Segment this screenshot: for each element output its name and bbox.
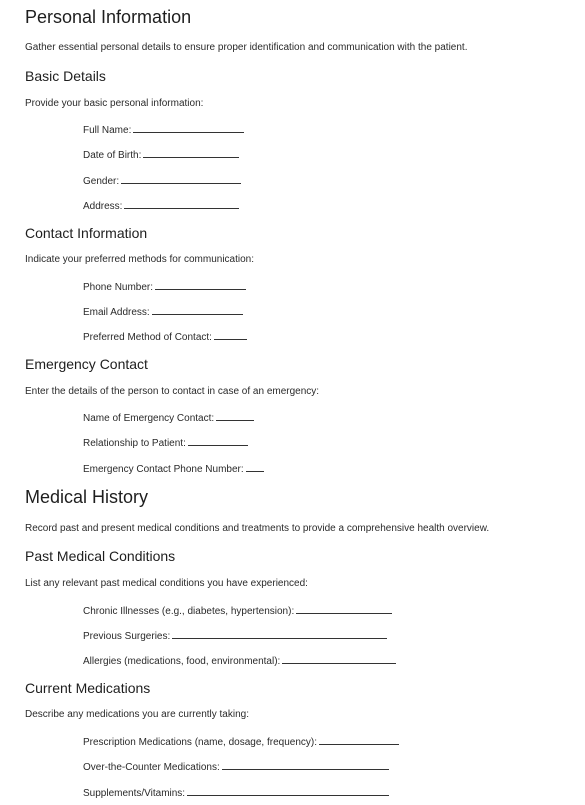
subsection-heading-basic-details: Basic Details bbox=[25, 68, 106, 84]
field-relationship-to-patient bbox=[83, 436, 248, 449]
field-chronic-illnesses bbox=[83, 604, 392, 617]
section-title-medical-history: Medical History bbox=[25, 487, 149, 507]
field-preferred-contact-method bbox=[83, 330, 247, 343]
fill-in-blank[interactable] bbox=[296, 604, 392, 614]
field-otc-medications bbox=[83, 760, 389, 773]
fill-in-blank[interactable] bbox=[143, 148, 239, 158]
field-address bbox=[83, 199, 239, 212]
fill-in-blank[interactable] bbox=[133, 123, 244, 133]
subsection-prompt-emergency-contact: Enter the details of the person to contact in case of an emergency: bbox=[25, 386, 320, 397]
subsection-prompt-contact-information: Indicate your preferred methods for communication: bbox=[25, 254, 254, 265]
subsection-heading-emergency-contact: Emergency Contact bbox=[25, 356, 148, 372]
field-gender bbox=[83, 174, 241, 187]
fill-in-blank[interactable] bbox=[187, 786, 389, 796]
field-phone-number bbox=[83, 280, 246, 293]
subsection-prompt-basic-details: Provide your basic personal information: bbox=[25, 98, 204, 109]
subsection-heading-current-medications: Current Medications bbox=[25, 680, 151, 696]
field-emergency-contact-name bbox=[83, 411, 254, 424]
field-label: Supplements/Vitamins: bbox=[83, 788, 186, 799]
fill-in-blank[interactable] bbox=[188, 436, 248, 446]
fill-in-blank[interactable] bbox=[282, 654, 396, 664]
section-intro-personal-information: Gather essential personal details to ensure proper identification and communication with the patient. bbox=[25, 42, 468, 53]
field-label: Address: bbox=[83, 201, 123, 212]
field-supplements-vitamins bbox=[83, 786, 389, 799]
field-label: Chronic Illnesses (e.g., diabetes, hypertension): bbox=[83, 606, 295, 617]
field-previous-surgeries bbox=[83, 629, 387, 642]
field-email-address bbox=[83, 305, 243, 318]
fill-in-blank[interactable] bbox=[246, 462, 264, 472]
field-date-of-birth bbox=[83, 148, 239, 161]
field-label: Date of Birth: bbox=[83, 150, 142, 161]
field-label: Relationship to Patient: bbox=[83, 438, 186, 449]
fill-in-blank[interactable] bbox=[124, 199, 239, 209]
subsection-prompt-past-medical-conditions: List any relevant past medical conditions you have experienced: bbox=[25, 578, 308, 589]
field-prescription-medications bbox=[83, 735, 399, 748]
field-emergency-contact-phone bbox=[83, 462, 264, 475]
field-label: Over-the-Counter Medications: bbox=[83, 762, 220, 773]
field-label: Allergies (medications, food, environmental): bbox=[83, 656, 281, 667]
field-label: Gender: bbox=[83, 176, 120, 187]
subsection-prompt-current-medications: Describe any medications you are currently taking: bbox=[25, 709, 249, 720]
fill-in-blank[interactable] bbox=[222, 760, 389, 770]
field-label: Phone Number: bbox=[83, 282, 154, 293]
fill-in-blank[interactable] bbox=[216, 411, 254, 421]
field-label: Previous Surgeries: bbox=[83, 631, 171, 642]
fill-in-blank[interactable] bbox=[214, 330, 247, 340]
field-label: Full Name: bbox=[83, 125, 132, 136]
field-full-name bbox=[83, 123, 244, 136]
subsection-heading-contact-information: Contact Information bbox=[25, 225, 148, 241]
fill-in-blank[interactable] bbox=[319, 735, 399, 745]
fill-in-blank[interactable] bbox=[155, 280, 246, 290]
field-allergies bbox=[83, 654, 396, 667]
subsection-heading-past-medical-conditions: Past Medical Conditions bbox=[25, 548, 176, 564]
section-intro-medical-history: Record past and present medical conditions and treatments to provide a comprehensive health overview. bbox=[25, 523, 490, 534]
fill-in-blank[interactable] bbox=[152, 305, 243, 315]
field-label: Preferred Method of Contact: bbox=[83, 332, 212, 343]
field-label: Email Address: bbox=[83, 307, 150, 318]
section-title-personal-information: Personal Information bbox=[25, 7, 192, 27]
fill-in-blank[interactable] bbox=[121, 174, 241, 184]
field-label: Prescription Medications (name, dosage, frequency): bbox=[83, 737, 318, 748]
fill-in-blank[interactable] bbox=[172, 629, 387, 639]
field-label: Emergency Contact Phone Number: bbox=[83, 464, 244, 475]
field-label: Name of Emergency Contact: bbox=[83, 413, 215, 424]
